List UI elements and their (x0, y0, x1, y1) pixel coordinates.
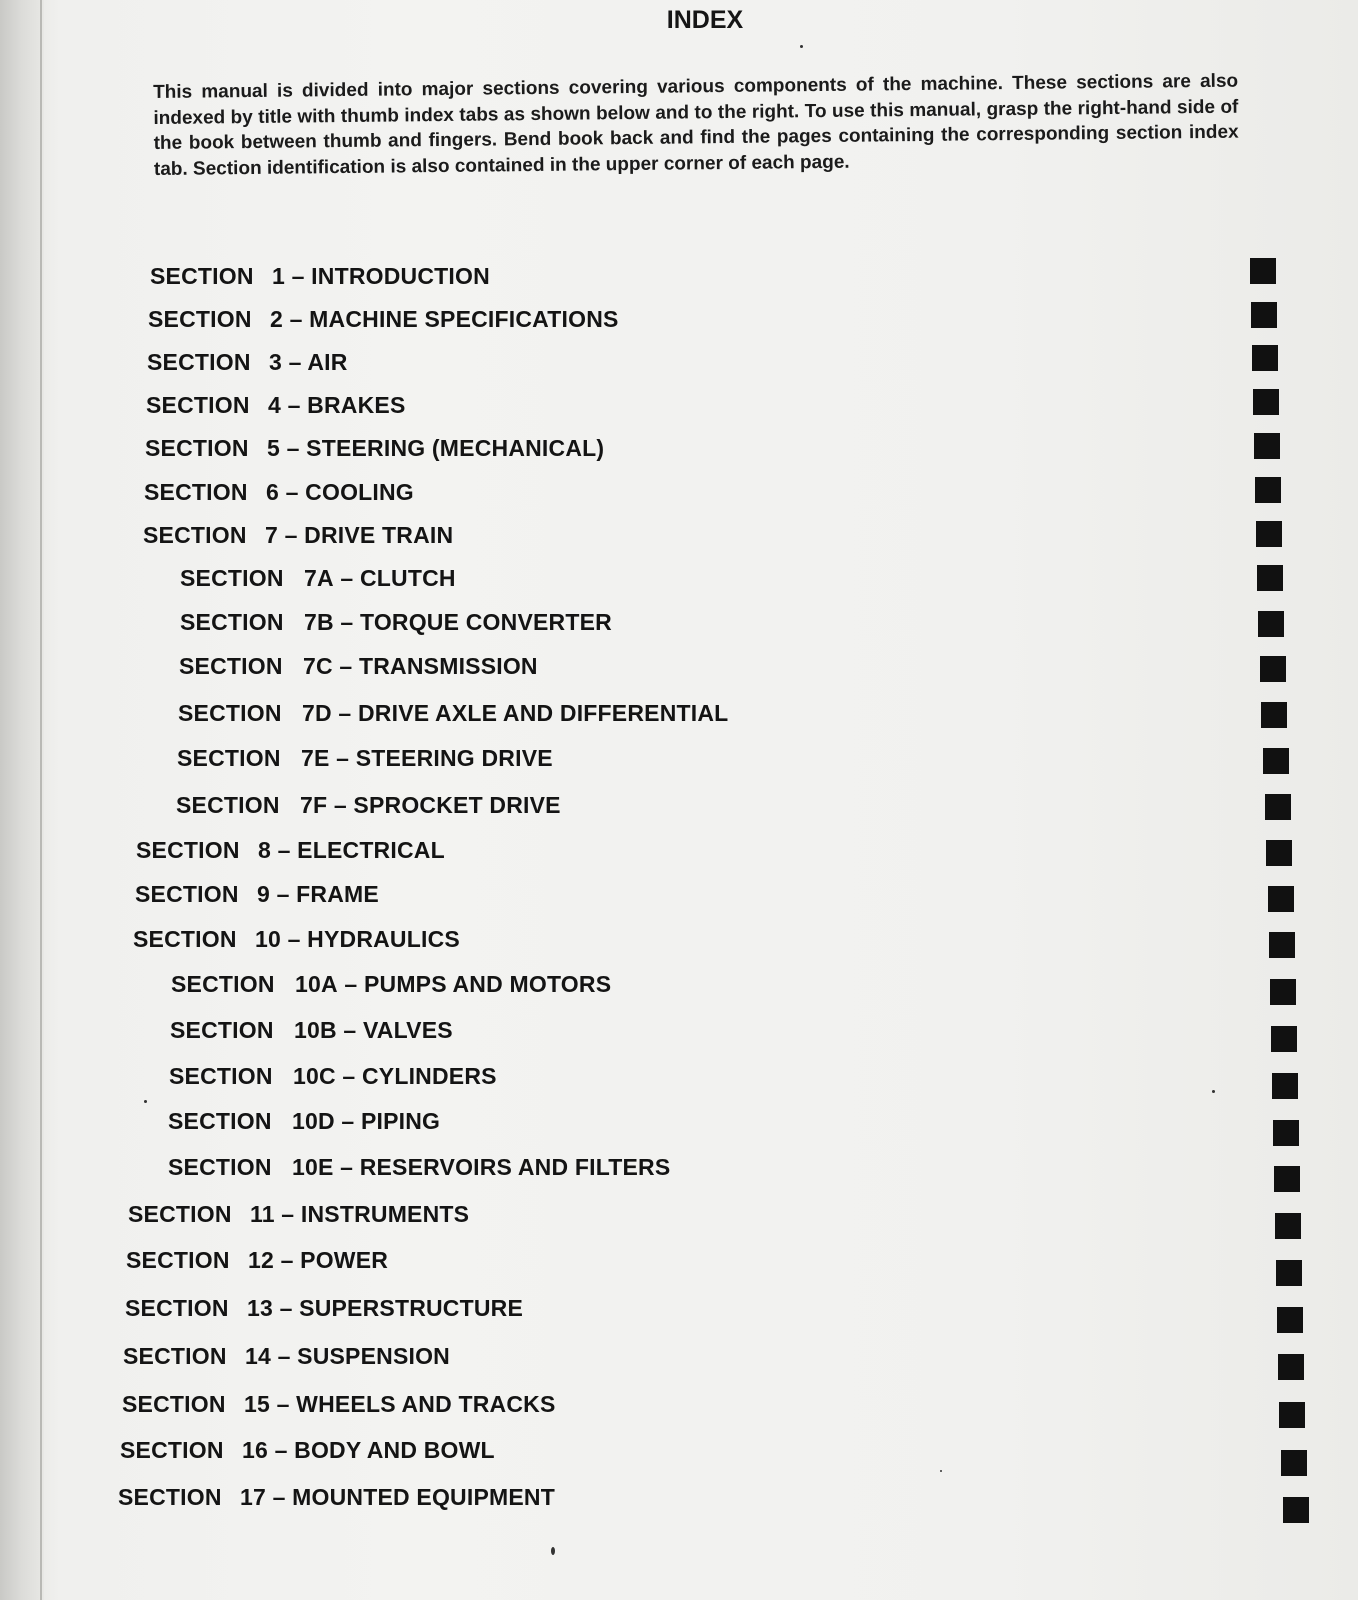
section-word: SECTION (143, 522, 247, 548)
section-dash: – (335, 1063, 362, 1089)
section-number: 10B (294, 1017, 337, 1043)
section-title: BODY AND BOWL (294, 1437, 495, 1463)
thumb-index-tab[interactable] (1274, 1166, 1300, 1192)
section-word: SECTION (144, 479, 248, 505)
section-entry (126, 1247, 388, 1274)
section-word: SECTION (147, 349, 251, 375)
thumb-index-tab[interactable] (1254, 433, 1280, 459)
section-number: 9 (257, 881, 270, 907)
section-entry (135, 881, 379, 908)
section-dash: – (265, 1484, 293, 1510)
section-entry (168, 1108, 440, 1135)
section-title: FRAME (296, 881, 379, 907)
section-dash: – (333, 565, 360, 591)
thumb-index-tab[interactable] (1257, 565, 1283, 591)
section-entry (177, 745, 553, 772)
section-entry (170, 1017, 453, 1044)
section-title: INSTRUMENTS (300, 1201, 470, 1227)
section-dash: – (332, 653, 359, 679)
section-word: SECTION (122, 1391, 226, 1417)
section-number: 17 (240, 1484, 266, 1510)
section-word: SECTION (180, 565, 284, 591)
section-title: RESERVOIRS AND FILTERS (359, 1154, 671, 1180)
thumb-index-tab[interactable] (1269, 932, 1295, 958)
section-entry (118, 1484, 555, 1511)
section-title: MOUNTED EQUIPMENT (292, 1484, 555, 1510)
section-dash: – (327, 792, 354, 818)
section-word: SECTION (118, 1484, 222, 1510)
section-number: 15 (244, 1391, 270, 1417)
section-number: 7B (304, 609, 334, 635)
thumb-index-tab[interactable] (1268, 886, 1294, 912)
section-dash: – (333, 609, 360, 635)
section-dash: – (337, 971, 364, 997)
section-number: 14 (245, 1343, 271, 1369)
section-word: SECTION (176, 792, 280, 818)
section-dash: – (279, 479, 306, 505)
section-title: ELECTRICAL (297, 837, 445, 863)
section-title: SUPERSTRUCTURE (299, 1295, 524, 1321)
section-title: POWER (300, 1247, 389, 1273)
section-dash: – (272, 1295, 300, 1321)
section-number: 13 (247, 1295, 273, 1321)
section-title: BRAKES (307, 392, 406, 418)
section-number: 7A (304, 565, 334, 591)
section-word: SECTION (146, 392, 250, 418)
thumb-index-tab[interactable] (1261, 702, 1287, 728)
section-dash: – (267, 1437, 295, 1463)
section-word: SECTION (168, 1154, 272, 1180)
thumb-index-tab[interactable] (1266, 840, 1292, 866)
section-word: SECTION (133, 926, 237, 952)
section-entry (125, 1295, 523, 1322)
section-number: 10A (295, 971, 338, 997)
section-word: SECTION (150, 263, 254, 289)
thumb-index-tab[interactable] (1275, 1213, 1301, 1239)
intro-paragraph: This manual is divided into major sections covering various components of the machine. These sections are also indexed by title with thumb index tabs as shown below and to the right. To use this manual, grasp the right-hand side of the book between thumb and fingers. Bend book back and find the pages containing the corresponding section index tab. Section identification is also contained in the upper corner of each page. (153, 70, 1239, 180)
section-entry (169, 1063, 497, 1090)
section-title: CLUTCH (359, 565, 456, 591)
section-word: SECTION (178, 700, 282, 726)
section-word: SECTION (180, 609, 284, 635)
section-number: 10C (293, 1063, 336, 1089)
section-title: TRANSMISSION (358, 653, 538, 679)
section-word: SECTION (169, 1063, 273, 1089)
thumb-index-tab[interactable] (1277, 1307, 1303, 1333)
thumb-index-tab[interactable] (1270, 979, 1296, 1005)
thumb-index-tab[interactable] (1272, 1073, 1298, 1099)
section-entry (176, 792, 561, 819)
section-word: SECTION (135, 881, 239, 907)
section-title: VALVES (362, 1017, 453, 1043)
section-word: SECTION (120, 1437, 224, 1463)
section-dash: – (280, 926, 308, 952)
section-word: SECTION (148, 306, 252, 332)
section-title: TORQUE CONVERTER (359, 609, 612, 635)
section-entry (150, 263, 490, 290)
thumb-index-tab[interactable] (1260, 656, 1286, 682)
section-number: 7F (300, 792, 328, 818)
section-entry (180, 609, 612, 636)
section-dash: – (278, 522, 305, 548)
section-number: 1 (272, 263, 285, 289)
thumb-index-tab[interactable] (1273, 1120, 1299, 1146)
thumb-index-tab[interactable] (1250, 258, 1276, 284)
section-dash: – (271, 837, 298, 863)
page-title: INDEX (666, 6, 744, 34)
section-number: 10D (292, 1108, 335, 1134)
section-title: WHEELS AND TRACKS (296, 1391, 556, 1417)
section-word: SECTION (125, 1295, 229, 1321)
thumb-index-tab[interactable] (1255, 477, 1281, 503)
section-word: SECTION (123, 1343, 227, 1369)
section-dash: – (331, 700, 358, 726)
section-word: SECTION (177, 745, 281, 771)
section-entry (144, 479, 414, 506)
section-word: SECTION (145, 435, 249, 461)
section-title: SPROCKET DRIVE (353, 792, 561, 818)
section-number: 6 (266, 479, 279, 505)
section-entry (148, 306, 619, 333)
section-dash: – (273, 1247, 301, 1273)
section-number: 3 (269, 349, 282, 375)
section-dash: – (270, 881, 297, 907)
section-number: 12 (248, 1247, 274, 1273)
section-title: DRIVE AXLE AND DIFFERENTIAL (357, 700, 729, 726)
thumb-index-tab[interactable] (1278, 1354, 1304, 1380)
section-title: HYDRAULICS (307, 926, 460, 952)
section-dash: – (281, 392, 308, 418)
section-word: SECTION (128, 1201, 232, 1227)
thumb-index-tab[interactable] (1251, 302, 1277, 328)
section-title: STEERING (MECHANICAL) (306, 435, 605, 461)
section-title: SUSPENSION (297, 1343, 450, 1369)
section-entry (168, 1154, 670, 1181)
section-number: 4 (268, 392, 281, 418)
section-word: SECTION (179, 653, 283, 679)
section-entry (145, 435, 604, 462)
section-dash: – (329, 745, 356, 771)
section-dash: – (269, 1391, 297, 1417)
thumb-index-tab[interactable] (1265, 794, 1291, 820)
section-word: SECTION (168, 1108, 272, 1134)
section-word: SECTION (136, 837, 240, 863)
section-entry (123, 1343, 450, 1370)
section-dash: – (270, 1343, 298, 1369)
section-word: SECTION (126, 1247, 230, 1273)
thumb-index-tab[interactable] (1258, 611, 1284, 637)
section-dash: – (334, 1108, 361, 1134)
section-dash: – (282, 349, 308, 375)
section-entry (179, 653, 538, 680)
section-title: COOLING (305, 479, 414, 505)
section-number: 10 (255, 926, 281, 952)
thumb-index-tab[interactable] (1281, 1450, 1307, 1476)
section-number: 7C (303, 653, 333, 679)
section-dash: – (280, 435, 307, 461)
thumb-index-tab[interactable] (1256, 521, 1282, 547)
thumb-index-tab[interactable] (1263, 748, 1289, 774)
section-title: PUMPS AND MOTORS (363, 971, 612, 997)
section-number: 2 (270, 306, 283, 332)
section-dash: – (333, 1154, 360, 1180)
section-entry (146, 392, 406, 419)
thumb-index-tab[interactable] (1253, 389, 1279, 415)
section-number: 16 (242, 1437, 268, 1463)
section-dash: – (336, 1017, 363, 1043)
section-number: 10E (292, 1154, 334, 1180)
section-number: 7D (302, 700, 332, 726)
section-dash: – (285, 263, 312, 289)
section-dash: – (283, 306, 310, 332)
thumb-index-tab[interactable] (1252, 345, 1278, 371)
section-title: AIR (307, 349, 348, 375)
section-dash: – (274, 1201, 301, 1227)
section-entry (120, 1437, 495, 1464)
section-number: 7E (301, 745, 330, 771)
section-number: 5 (267, 435, 280, 461)
section-number: 8 (258, 837, 271, 863)
thumb-index-tab[interactable] (1279, 1402, 1305, 1428)
thumb-index-tab[interactable] (1271, 1026, 1297, 1052)
section-word: SECTION (170, 1017, 274, 1043)
section-entry (171, 971, 611, 998)
section-number: 11 (250, 1201, 275, 1227)
section-entry (147, 349, 348, 376)
section-entry (122, 1391, 556, 1418)
section-entry (128, 1201, 469, 1228)
section-entry (178, 700, 728, 727)
section-entry (136, 837, 445, 864)
section-entry (143, 522, 453, 549)
section-title: DRIVE TRAIN (304, 522, 454, 548)
section-entry (133, 926, 460, 953)
section-number: 7 (265, 522, 278, 548)
section-title: MACHINE SPECIFICATIONS (309, 306, 619, 332)
section-title: PIPING (360, 1108, 441, 1134)
section-title: CYLINDERS (361, 1063, 497, 1089)
thumb-index-tab[interactable] (1276, 1260, 1302, 1286)
section-title: STEERING DRIVE (355, 745, 553, 771)
thumb-index-tab[interactable] (1283, 1497, 1309, 1523)
section-entry (180, 565, 456, 592)
section-title: INTRODUCTION (311, 263, 490, 289)
section-word: SECTION (171, 971, 275, 997)
